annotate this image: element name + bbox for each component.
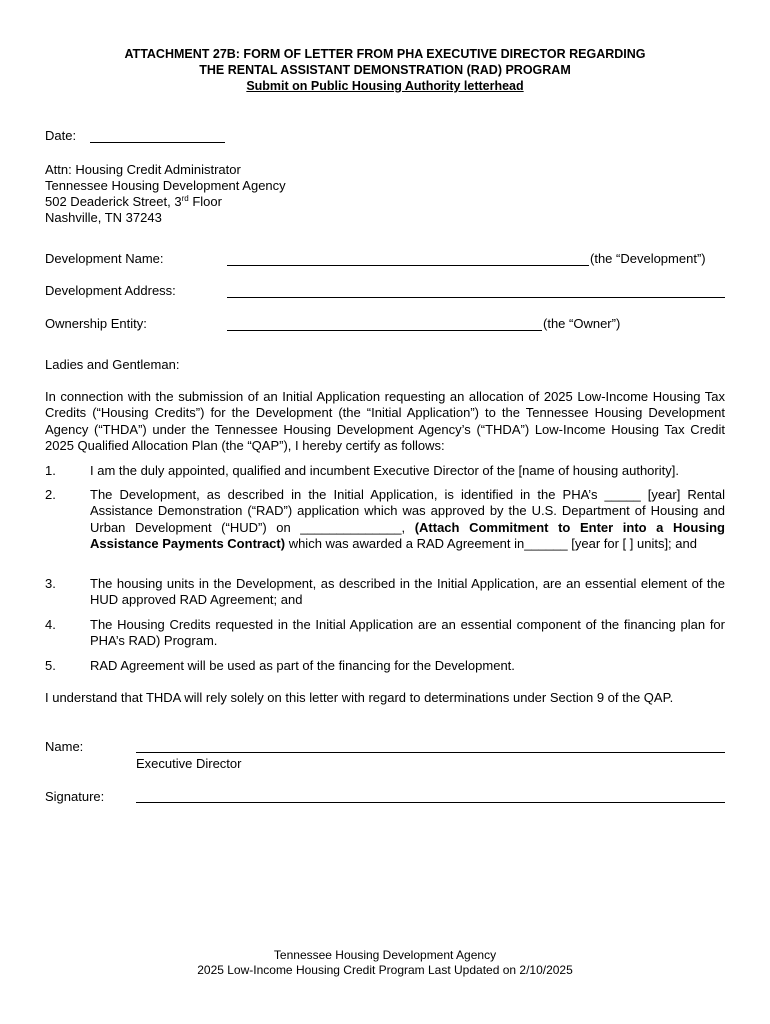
executive-director-title: Executive Director xyxy=(136,756,242,771)
item-3-text: The housing units in the Development, as described in the Initial Application, are an essential element of the HUD approved RAD Agreement; and xyxy=(90,576,725,608)
item-3-number: 3. xyxy=(45,576,56,591)
item-4-text: The Housing Credits requested in the Initial Application are an essential component of the financing plan for PHA’s RAD) Program. xyxy=(90,617,725,649)
intro-paragraph: In connection with the submission of an Initial Application requesting an allocation of 2025 Low-Income Housing Tax Credits (“Housing Credits”) for the Development (the “Initial Application”) to the Tennessee Housing Development Agency (“THDA”) under the Tennessee Housing Development Agency’s (“THDA”) Low-Income Housing Tax Credit 2025 Qualified Allocation Plan (the “QAP”), I hereby certify as follows: xyxy=(45,389,725,453)
city-line: Nashville, TN 37243 xyxy=(45,210,162,225)
title-line-2: THE RENTAL ASSISTANT DEMONSTRATION (RAD) PROGRAM xyxy=(199,63,571,77)
date-field[interactable] xyxy=(90,142,225,143)
item-5-number: 5. xyxy=(45,658,56,673)
item-1-number: 1. xyxy=(45,463,56,478)
document-header xyxy=(0,46,770,94)
salutation: Ladies and Gentleman: xyxy=(45,357,180,372)
dev-name-suffix: (the “Development”) xyxy=(590,251,706,266)
footer-agency: Tennessee Housing Development Agency xyxy=(273,948,497,962)
item-2-number: 2. xyxy=(45,487,56,502)
signature-label: Signature: xyxy=(45,789,105,804)
street-floor: Floor xyxy=(188,194,222,209)
ownership-label: Ownership Entity: xyxy=(45,316,147,331)
closing-statement: I understand that THDA will rely solely on this letter with regard to determinations under Section 9 of the QAP. xyxy=(45,690,674,705)
street-ordinal: rd xyxy=(181,194,189,203)
footer-program: 2025 Low-Income Housing Credit Program Last Updated on 2/10/2025 xyxy=(197,963,573,977)
street-text: 502 Deaderick Street, 3 xyxy=(45,194,182,209)
item-2-text-a: The Development, as described in the Initial Application, is identified in the PHA’s _____ [year] Rental Assistance Demonstration (“RAD”) application which was approved by the U.S. Department of Housing and Urban Development (“HUD”) on ______________, xyxy=(90,487,725,535)
letterhead-instruction: Submit on Public Housing Authority letterhead xyxy=(246,79,524,93)
item-4-number: 4. xyxy=(45,617,56,632)
dev-name-field[interactable] xyxy=(227,265,589,266)
item-2-text xyxy=(90,487,725,552)
name-field[interactable] xyxy=(136,752,725,753)
signature-field[interactable] xyxy=(136,802,725,803)
page-footer xyxy=(0,948,770,978)
address-block xyxy=(45,162,286,226)
item-2-text-b: which was awarded a RAD Agreement in______ [year for [ ] units]; and xyxy=(285,535,697,551)
agency-line: Tennessee Housing Development Agency xyxy=(45,178,286,193)
dev-name-label: Development Name: xyxy=(45,251,164,266)
item-1-text: I am the duly appointed, qualified and incumbent Executive Director of the [name of housing authority]. xyxy=(90,463,679,478)
dev-address-field[interactable] xyxy=(227,297,725,298)
street-line xyxy=(45,194,286,210)
title-line-1: ATTACHMENT 27B: FORM OF LETTER FROM PHA EXECUTIVE DIRECTOR REGARDING xyxy=(124,47,646,61)
item-2-bold-instruction: (Attach Commitment to Enter into a Housing Assistance Payments Contract) xyxy=(90,519,725,551)
ownership-suffix: (the “Owner”) xyxy=(543,316,621,331)
attn-line: Attn: Housing Credit Administrator xyxy=(45,162,241,177)
ownership-field[interactable] xyxy=(227,330,542,331)
item-5-text: RAD Agreement will be used as part of the financing for the Development. xyxy=(90,658,515,673)
date-label: Date: xyxy=(45,128,77,143)
name-label: Name: xyxy=(45,739,84,754)
dev-address-label: Development Address: xyxy=(45,283,176,298)
